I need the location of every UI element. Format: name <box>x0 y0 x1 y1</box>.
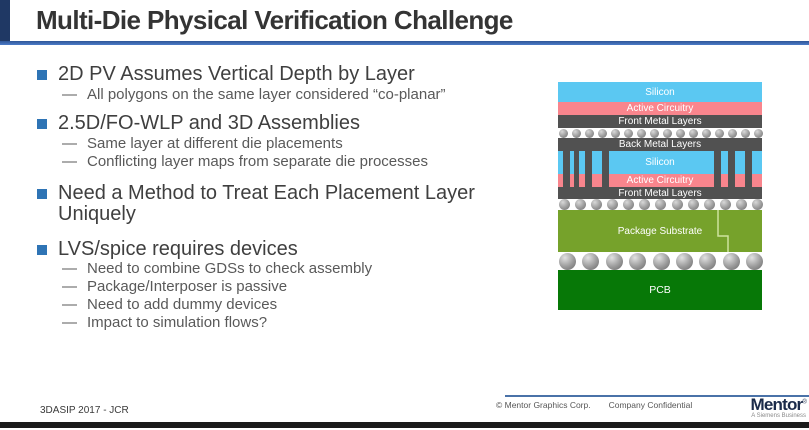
tsv-bar <box>574 151 579 187</box>
bottom-black-bar <box>0 422 809 428</box>
sub-bullet-text: Impact to simulation flows? <box>87 313 268 331</box>
sub-bullet-text: Need to add dummy devices <box>87 295 278 313</box>
solder-bump-icon <box>639 199 650 210</box>
dash-icon: — <box>62 85 77 103</box>
layer-package-substrate <box>558 210 762 252</box>
solder-bump-icon <box>575 199 586 210</box>
footer-confidential-label: Company Confidential <box>608 400 693 410</box>
tsv-bar <box>714 151 721 187</box>
dash-icon: — <box>62 278 77 296</box>
tsv-bar <box>563 151 570 187</box>
layer-front-metal-middle: Front Metal Layers <box>558 187 762 199</box>
micro-bump-row-top <box>558 128 764 138</box>
bga-ball-icon <box>676 253 693 270</box>
bullet-square-icon <box>37 70 47 80</box>
bullet-square-icon <box>37 245 47 255</box>
bullet-item <box>37 183 543 226</box>
sub-bullet-text: Package/Interposer is passive <box>87 278 288 296</box>
registered-mark-icon: ® <box>802 399 806 406</box>
title-accent-bar <box>0 0 10 42</box>
substrate-routing-trace <box>558 210 762 252</box>
sub-bullet-text: All polygons on the same layer considered “co-planar” <box>87 85 446 103</box>
bga-ball-icon <box>699 253 716 270</box>
bullet-text: 2.5D/FO-WLP and 3D Assemblies <box>58 112 360 135</box>
bullet-item <box>37 113 543 135</box>
layer-label: Package Substrate <box>617 225 703 237</box>
solder-bump-icon <box>598 129 607 138</box>
footer-copyright: © Mentor Graphics Corp. <box>496 400 591 410</box>
slide-title: Multi-Die Physical Verification Challenge <box>36 5 513 35</box>
sub-bullet-item <box>62 315 543 332</box>
solder-bump-icon <box>715 129 724 138</box>
layer-active-circuitry-top: Active Circuitry <box>558 102 762 115</box>
solder-bump-icon <box>728 129 737 138</box>
solder-bump-icon <box>611 129 620 138</box>
tsv-bar <box>728 151 735 187</box>
sub-bullet-item <box>62 87 543 104</box>
dash-icon: — <box>62 295 77 313</box>
sub-bullet-item <box>62 279 543 296</box>
solder-bump-icon <box>650 129 659 138</box>
bga-ball-row <box>558 252 764 270</box>
mentor-logo-text: Mentor <box>750 395 803 414</box>
solder-bump-icon <box>702 129 711 138</box>
solder-bump-icon <box>676 129 685 138</box>
solder-bump-icon <box>585 129 594 138</box>
solder-bump-icon <box>655 199 666 210</box>
micro-bump-row-middle <box>558 199 764 210</box>
solder-bump-icon <box>672 199 683 210</box>
bga-ball-icon <box>653 253 670 270</box>
solder-bump-icon <box>754 129 763 138</box>
sub-bullet-item <box>62 136 543 153</box>
die-stack-diagram <box>558 82 762 310</box>
solder-bump-icon <box>637 129 646 138</box>
solder-bump-icon <box>624 129 633 138</box>
tsv-bar <box>585 151 592 187</box>
solder-bump-icon <box>752 199 763 210</box>
bga-ball-icon <box>559 253 576 270</box>
tsv-bar <box>602 151 609 187</box>
mentor-logo <box>742 396 806 419</box>
dash-icon: — <box>62 313 77 331</box>
solder-bump-icon <box>559 199 570 210</box>
bullet-item <box>37 239 543 261</box>
middle-die-with-tsvs <box>558 151 762 187</box>
tsv-bar <box>745 151 752 187</box>
bullet-item <box>37 64 543 86</box>
bga-ball-icon <box>746 253 763 270</box>
solder-bump-icon <box>741 129 750 138</box>
bullet-text: LVS/spice requires devices <box>58 237 298 260</box>
layer-front-metal-top: Front Metal Layers <box>558 115 762 128</box>
solder-bump-icon <box>607 199 618 210</box>
bga-ball-icon <box>606 253 623 270</box>
solder-bump-icon <box>704 199 715 210</box>
bullet-text: 2D PV Assumes Vertical Depth by Layer <box>58 63 415 85</box>
sub-bullet-item <box>62 297 543 314</box>
sub-bullet-item <box>62 154 543 171</box>
layer-back-metal: Back Metal Layers <box>558 138 762 151</box>
solder-bump-icon <box>663 129 672 138</box>
solder-bump-icon <box>591 199 602 210</box>
layer-pcb: PCB <box>558 270 762 310</box>
footer-confidential <box>496 400 692 410</box>
bga-ball-icon <box>723 253 740 270</box>
solder-bump-icon <box>623 199 634 210</box>
mentor-logo-subtext: A Siemens Business <box>751 413 806 419</box>
layer-active-circuitry-middle: Active Circuitry <box>558 174 762 187</box>
solder-bump-icon <box>736 199 747 210</box>
bga-ball-icon <box>629 253 646 270</box>
solder-bump-icon <box>689 129 698 138</box>
sub-bullet-text: Same layer at different die placements <box>87 134 343 152</box>
layer-silicon-middle: Silicon <box>558 151 762 174</box>
dash-icon: — <box>62 260 77 278</box>
sub-bullet-text: Need to combine GDSs to check assembly <box>87 260 373 278</box>
footer-slide-id: 3DASIP 2017 - JCR <box>40 405 129 416</box>
solder-bump-icon <box>688 199 699 210</box>
bullet-square-icon <box>37 189 47 199</box>
dash-icon: — <box>62 152 77 170</box>
bullet-text: Need a Method to Treat Each Placement Layer Uniquely <box>58 181 475 226</box>
solder-bump-icon <box>720 199 731 210</box>
bga-ball-icon <box>582 253 599 270</box>
sub-bullet-item <box>62 261 543 278</box>
solder-bump-icon <box>559 129 568 138</box>
mentor-logo-wordmark <box>742 396 806 413</box>
bullet-list <box>37 62 543 332</box>
title-underline <box>0 41 809 45</box>
solder-bump-icon <box>572 129 581 138</box>
dash-icon: — <box>62 134 77 152</box>
layer-silicon-top: Silicon <box>558 82 762 102</box>
sub-bullet-text: Conflicting layer maps from separate die processes <box>87 152 428 170</box>
bullet-square-icon <box>37 119 47 129</box>
